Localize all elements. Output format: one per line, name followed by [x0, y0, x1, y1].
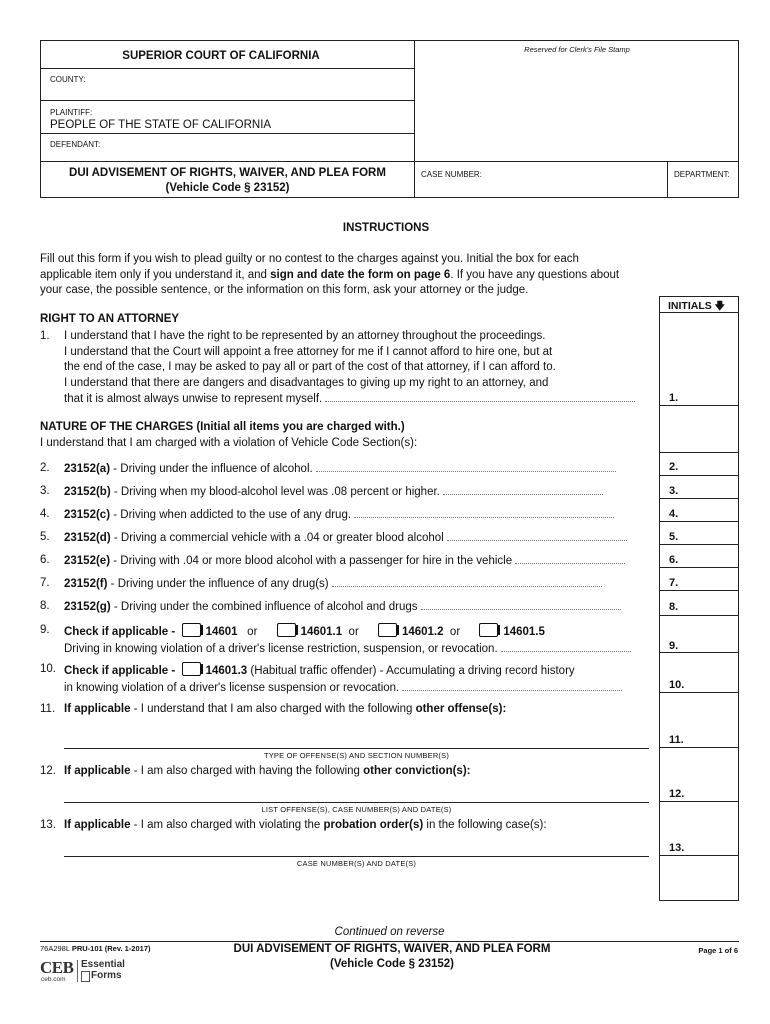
instructions-heading: INSTRUCTIONS	[342, 222, 430, 234]
case-number-label: CASE NUMBER:	[421, 170, 482, 179]
initials-number: 1.	[669, 392, 679, 404]
checkbox-14601-5[interactable]	[479, 623, 498, 637]
plaintiff-label: PLAINTIFF:	[50, 108, 93, 117]
probation-cases-input[interactable]	[64, 834, 649, 856]
county-label: COUNTY:	[50, 75, 86, 84]
other-convictions-caption: LIST OFFENSE(S), CASE NUMBER(S) AND DATE(S)	[261, 805, 452, 814]
footer-title-line2: (Vehicle Code § 23152)	[329, 958, 454, 970]
charges-heading: NATURE OF THE CHARGES (Initial all items you are charged with.)	[40, 421, 405, 433]
initials-number: 4.	[669, 508, 679, 520]
item-9: 9. Check if applicable - 14601 or 14601.1 or 14601.2 or 14601.5 Driving in knowing violation of a driver's license restriction, suspension, or revocation.	[40, 623, 648, 655]
checkbox-14601[interactable]	[182, 623, 201, 637]
form-title-line2: (Vehicle Code § 23152)	[165, 182, 290, 194]
footer-title-line1: DUI ADVISEMENT OF RIGHTS, WAIVER, AND PLEA FORM	[233, 943, 551, 955]
probation-cases-caption: CASE NUMBER(S) AND DATE(S)	[296, 859, 417, 868]
form-title-line1: DUI ADVISEMENT OF RIGHTS, WAIVER, AND PLEA FORM	[69, 167, 386, 179]
department-label: DEPARTMENT:	[674, 170, 730, 179]
initials-number: 12.	[669, 788, 685, 800]
item-10: 10. Check if applicable - 14601.3 (Habitual traffic offender) - Accumulating a driving record history in knowing violation of a driver's license suspension or revocation.	[40, 662, 648, 694]
court-title: SUPERIOR COURT OF CALIFORNIA	[122, 50, 320, 62]
charges-intro: I understand that I am charged with a violation of Vehicle Code Section(s):	[40, 437, 418, 449]
page-number: Page 1 of 6	[698, 946, 738, 955]
item-1: 1. I understand that I have the right to be represented by an attorney throughout the proceedings. I understand that the Court will appoint a free attorney for me if I cannot afford to hire one, but at the end of the case, I may be asked to pay all or part of the cost of that attorney, if I can afford to. I understand that there are dangers and disadvantages to giving up my right to an attorney, and that it is almost always unwise to represent myself.	[40, 329, 648, 409]
initials-number: 8.	[669, 601, 679, 613]
forms-logo-icon	[81, 971, 90, 982]
instructions-line1: Fill out this form if you wish to plead guilty or no contest to the charges against you. Initial the box for each	[40, 253, 579, 265]
instructions-line2: applicable item only if you understand it, and sign and date the form on page 6. If you have any questions about	[40, 268, 620, 281]
other-offenses-caption: TYPE OF OFFENSE(S) AND SECTION NUMBER(S)	[263, 751, 450, 760]
initials-number: 7.	[669, 577, 679, 589]
defendant-label: DEFENDANT:	[50, 140, 101, 149]
arrow-down-icon: 🡇	[714, 301, 725, 312]
initials-number: 2.	[669, 461, 679, 473]
instructions-line3: your case, the possible sentence, or the information on this form, ask your attorney or the judge.	[40, 284, 529, 296]
initials-number: 11.	[669, 734, 684, 746]
initials-number: 13.	[669, 842, 685, 854]
other-convictions-input[interactable]	[64, 780, 649, 802]
clerk-stamp-label: Reserved for Clerk's File Stamp	[524, 45, 630, 54]
ceb-logo: CEB ceb.com Essential Forms	[40, 958, 125, 983]
initials-number: 6.	[669, 554, 679, 566]
plaintiff-value: PEOPLE OF THE STATE OF CALIFORNIA	[50, 119, 272, 131]
checkbox-14601-3[interactable]	[182, 662, 201, 676]
initials-box-1[interactable]	[660, 313, 738, 404]
initials-number: 9.	[669, 640, 679, 652]
checkbox-14601-2[interactable]	[378, 623, 397, 637]
initials-number: 3.	[669, 485, 679, 497]
instructions-paragraph	[40, 252, 660, 299]
initials-header: INITIALS 🡇	[668, 300, 725, 312]
other-offenses-input[interactable]	[64, 720, 649, 748]
right-to-attorney-heading: RIGHT TO AN ATTORNEY	[40, 313, 180, 325]
continued-on-reverse: Continued on reverse	[334, 926, 445, 938]
initials-number: 10.	[669, 679, 685, 691]
form-id: 76A298L PRU-101 (Rev. 1-2017)	[40, 944, 151, 953]
checkbox-14601-1[interactable]	[277, 623, 296, 637]
initials-number: 5.	[669, 531, 679, 543]
